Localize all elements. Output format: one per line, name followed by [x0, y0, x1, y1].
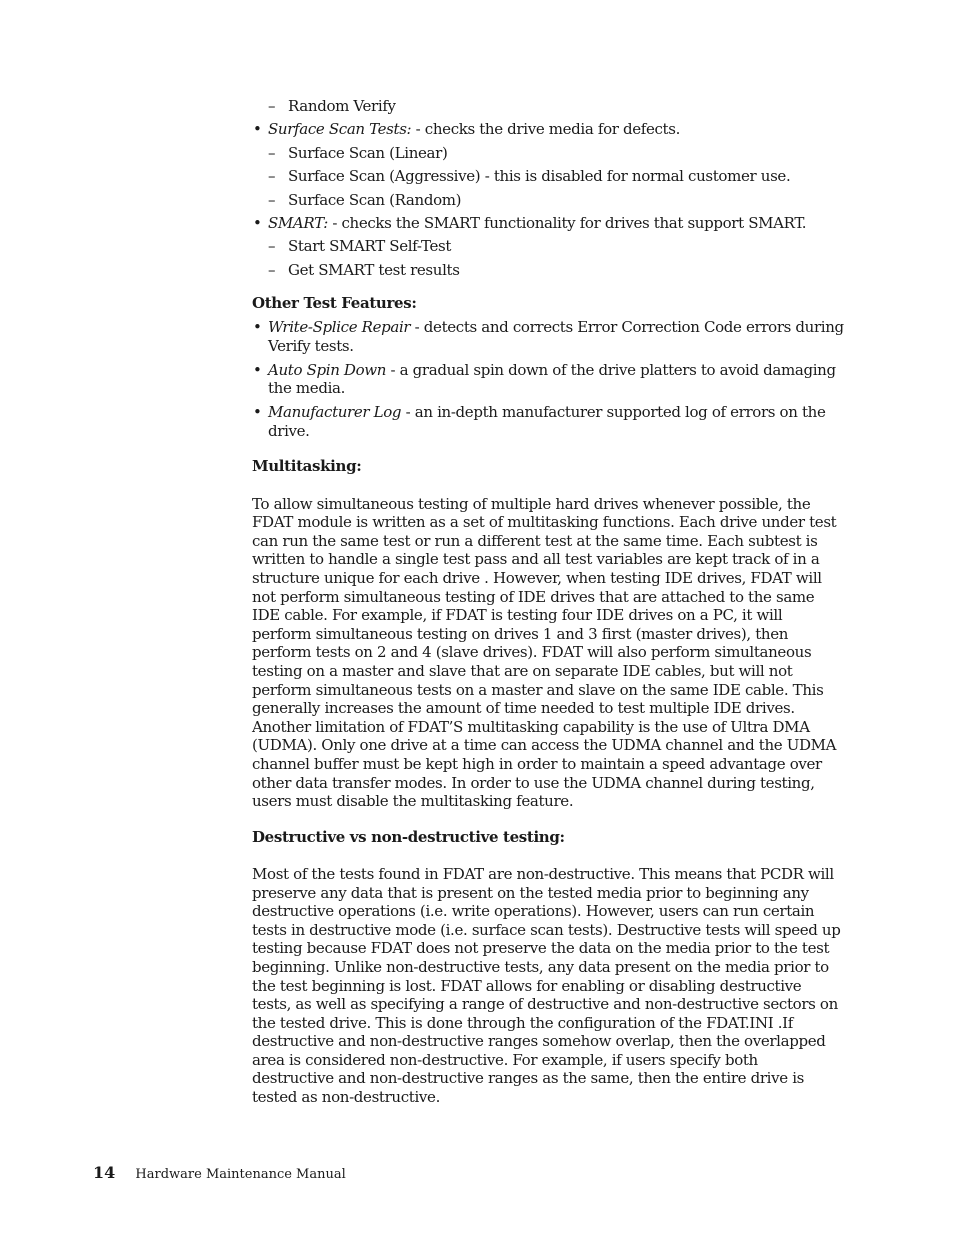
page-number: 14 — [93, 1163, 116, 1182]
description: - detects and corrects Error Correction Code errors during Verify tests. — [268, 317, 844, 355]
description: - an in-depth manufacturer supported log of errors on the drive. — [268, 403, 826, 440]
page-content — [252, 97, 844, 1107]
description: - checks the SMART functionality for drives that support SMART. — [327, 213, 807, 232]
term: Auto Spin Down — [268, 360, 387, 379]
term: Surface Scan Tests: — [268, 120, 412, 139]
paragraph-multitasking: To allow simultaneous testing of multiple hard drives whenever possible, the FDAT module is written as a set of multitasking functions. Each drive under test can run the same test or run a different test at the same time. Each subtest is written to handle a single test pass and all test variables are kept track of in a structure unique for each drive . However, when testing IDE drives, FDAT will not perform simultaneous testing of IDE drives that are attached to the same IDE cable. For example, if FDAT is testing four IDE drives on a PC, it will perform simultaneous testing on drives 1 and 3 first (master drives), then perform tests on 2 and 4 (slave drives). FDAT will also perform simultaneous testing on a master and slave that are on separate IDE cables, but will not perform simultaneous tests on a master and slave on the same IDE cable. This generally increases the amount of time needed to test multiple IDE drives. Another limitation of FDAT’S multitasking capability is the use of Ultra DMA (UDMA). Only one drive at a time can access the UDMA channel and the UDMA channel buffer must be kept high in order to maintain a speed advantage over other data transfer modes. In order to use the UDMA channel during testing, users must disable the multitasking feature. — [252, 494, 837, 811]
list-item-auto-spin-down — [252, 361, 844, 398]
term: SMART: — [268, 213, 328, 232]
page-footer — [93, 1163, 346, 1185]
list-item-surface-scan-random: – Surface Scan (Random) — [252, 191, 844, 210]
list-item-smart — [252, 214, 844, 233]
heading-multitasking: Multitasking: — [252, 457, 362, 476]
term: Manufacturer Log — [268, 403, 402, 422]
list-item-get-smart-results: – Get SMART test results — [252, 261, 844, 280]
term: Write-Splice Repair — [268, 317, 411, 336]
list-item-random-verify: – Random Verify — [252, 97, 844, 116]
list-item-surface-scan-linear: – Surface Scan (Linear) — [252, 144, 844, 163]
list-item-start-smart-self-test: – Start SMART Self-Test — [252, 237, 844, 256]
heading-destructive-testing: Destructive vs non-destructive testing: — [252, 827, 565, 846]
list-item-surface-scan-tests — [252, 120, 844, 139]
list-item-surface-scan-aggressive: – Surface Scan (Aggressive) - this is disabled for normal customer use. — [252, 167, 844, 186]
description: - checks the drive media for defects. — [411, 120, 681, 139]
heading-other-test-features: Other Test Features: — [252, 294, 417, 313]
paragraph-destructive-testing: Most of the tests found in FDAT are non-destructive. This means that PCDR will preserve any data that is present on the tested media prior to beginning any destructive operations (i.e. write operations). However, users can run certain tests in destructive mode (i.e. surface scan tests). Destructive tests will speed up testing because FDAT does not preserve the data on the media prior to the test beginning. Unlike non-destructive tests, any data present on the media prior to the test beginning is lost. FDAT allows for enabling or disabling destructive tests, as well as specifying a range of destructive and non-destructive sectors on the tested drive. This is done through the configuration of the FDAT.INI .If destructive and non-destructive ranges somehow overlap, then the overlapped area is considered non-destructive. For example, if users specify both destructive and non-destructive ranges as the same, then the entire drive is tested as non-destructive. — [252, 864, 841, 1107]
description: - a gradual spin down of the drive platters to avoid damaging the media. — [268, 360, 836, 398]
list-item-write-splice-repair — [252, 318, 844, 355]
manual-title: Hardware Maintenance Manual — [135, 1167, 346, 1182]
list-item-manufacturer-log — [252, 403, 844, 440]
